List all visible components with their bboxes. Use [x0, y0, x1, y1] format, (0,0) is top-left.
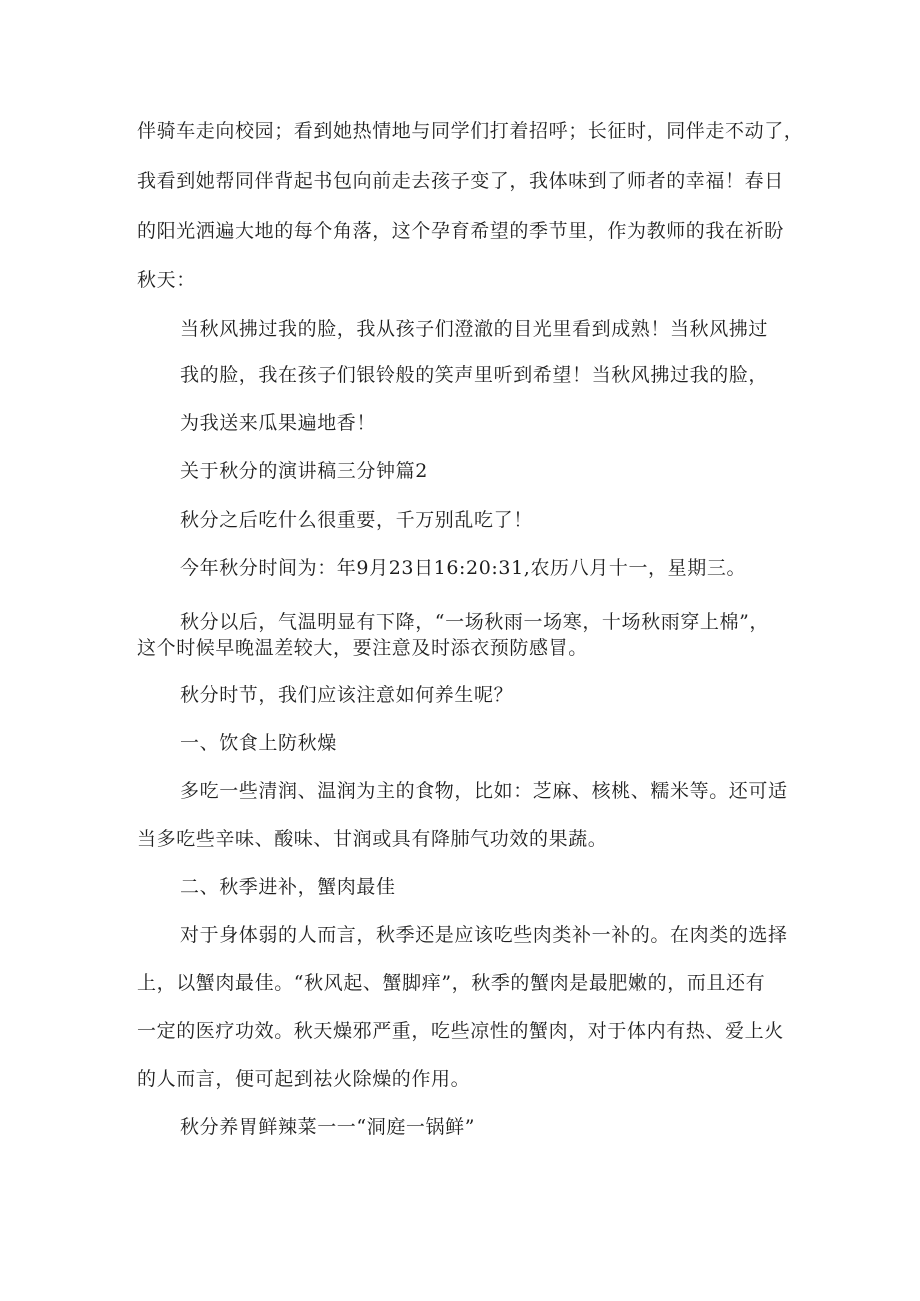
text-line: 多吃一些清润、温润为主的食物，比如：芝麻、核桃、糯米等。还可适	[180, 780, 788, 802]
text-line: 当多吃些辛味、酸味、甘润或具有降肺气功效的果蔬。	[137, 828, 608, 850]
subheading: 一、饮食上防秋燥	[180, 732, 337, 754]
text-line: 的人而言，便可起到祛火除燥的作用。	[137, 1068, 471, 1090]
text-line: 秋分养胃鲜辣菜一一“洞庭一锅鲜”	[180, 1116, 476, 1138]
text-line: 的阳光洒遍大地的每个角落，这个孕育希望的季节里，作为教师的我在祈盼	[137, 220, 784, 242]
text-line: 当秋风拂过我的脸，我从孩子们澄澈的目光里看到成熟！当秋风拂过	[180, 318, 769, 340]
text-line: 对于身体弱的人而言，秋季还是应该吃些肉类补一补的。在肉类的选择	[180, 924, 788, 946]
text-line: 为我送来瓜果遍地香！	[180, 412, 377, 434]
text-line: 这个时候早晚温差较大，要注意及时添衣预防感冒。	[137, 637, 588, 659]
text-line: 秋分时节，我们应该注意如何养生呢？	[180, 684, 514, 706]
subheading: 二、秋季进补，蟹肉最佳	[180, 876, 396, 898]
text-line: 我看到她帮同伴背起书包向前走去孩子变了，我体味到了师者的幸福！春日	[137, 170, 784, 192]
text-line: 秋天：	[137, 269, 196, 291]
text-line: 一定的医疗功效。秋天燥邪严重，吃些凉性的蟹肉，对于体内有热、爱上火	[137, 1020, 784, 1042]
text-line: 我的脸，我在孩子们银铃般的笑声里听到希望！当秋风拂过我的脸，	[180, 364, 769, 386]
text-line: 秋分之后吃什么很重要，千万别乱吃了！	[180, 509, 533, 531]
text-line: 伴骑车走向校园；看到她热情地与同学们打着招呼；长征时，同伴走不动了，	[137, 120, 804, 142]
text-line: 上，以蟹肉最佳。“秋风起、蟹脚痒”，秋季的蟹肉是最肥嫩的，而且还有	[137, 972, 766, 994]
text-line: 今年秋分时间为：年9月23日16:20:31,农历八月十一，星期三。	[180, 557, 747, 579]
section-heading: 关于秋分的演讲稿三分钟篇2	[180, 460, 428, 482]
text-line: 秋分以后，气温明显有下降，“一场秋雨一场寒，十场秋雨穿上棉”，	[180, 611, 770, 633]
